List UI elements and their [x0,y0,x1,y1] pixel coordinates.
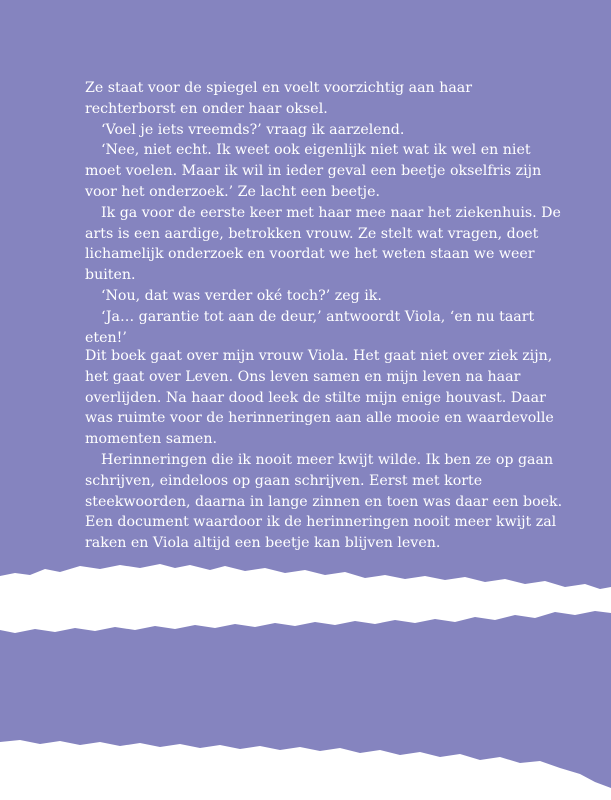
torn-paper-strip [0,564,611,633]
intro-paragraph: Dit boek gaat over mijn vrouw Viola. Het gaat niet over ziek zijn, het gaat over Leven. Ons leven samen en mijn leven na haar overlijden. Na haar dood leek de stilte mijn enige houvast. Daar was ruimte voor de herinneringen aan alle mooie en waardevolle momenten samen. [85,348,554,448]
excerpt-paragraph: Ze staat voor de spiegel en voelt voorzichtig aan haar rechterborst en onder haar oksel. [85,80,473,117]
excerpt-paragraph: ‘Ja… garantie tot aan de deur,’ antwoordt Viola, ‘en nu taart eten!’ [85,308,535,346]
excerpt-paragraph: ‘Nou, dat was verder oké toch?’ zeg ik. [101,287,382,304]
intro-paragraph: Herinneringen die ik nooit meer kwijt wilde. Ik ben ze op gaan schrijven, eindeloos op gaan schrijven. Eerst met korte steekwoorden, daarna in lange zinnen en toen was daar een boek. Een document waardoor ik de herinneringen nooit meer kwijt zal raken en Viola altijd een beetje kan blijven leven. [85,451,563,552]
excerpt-paragraph: ‘Nee, niet echt. Ik weet ook eigenlijk niet wat ik wel en niet moet voelen. Maar ik wil in ieder geval een beetje okselfris zijn voor het onderzoek.’ Ze lacht een beetje. [85,142,542,200]
torn-paper-corner [0,740,611,800]
excerpt-paragraph: ‘Voel je iets vreemds?’ vraag ik aarzelend. [101,121,405,138]
excerpt-paragraph: Ik ga voor de eerste keer met haar mee naar het ziekenhuis. De arts is een aardige, betrokken vrouw. Ze stelt wat vragen, doet lichamelijk onderzoek en voordat we het weten staan we weer buiten. [85,204,561,284]
